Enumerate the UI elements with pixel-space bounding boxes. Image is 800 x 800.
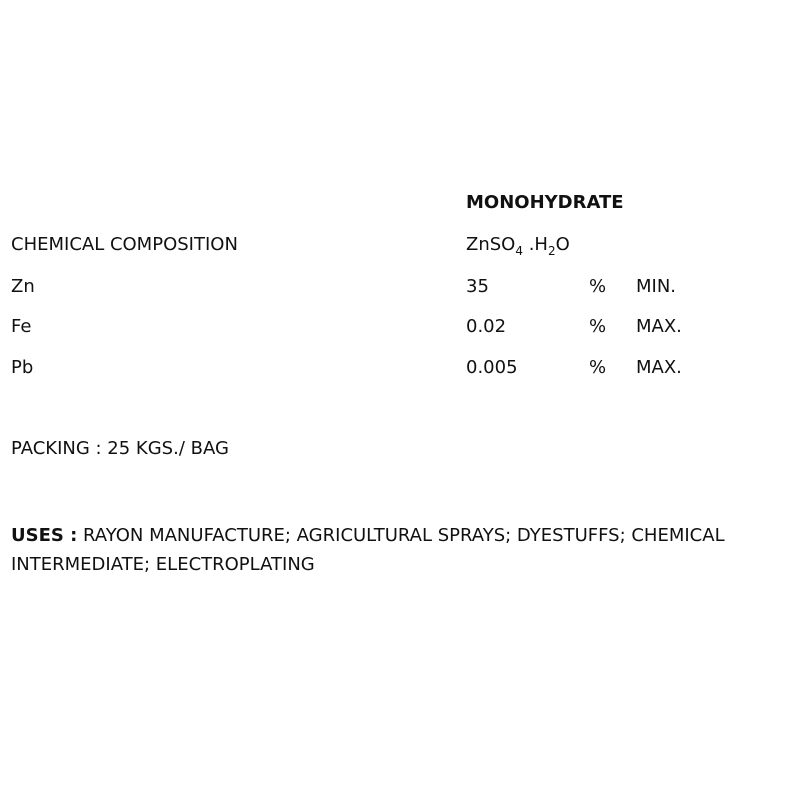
element-limit: MAX. [636,316,682,337]
uses-paragraph [11,521,796,579]
element-limit: MAX. [636,357,682,378]
element-limit: MIN. [636,276,677,297]
formula-part: .H [522,234,548,255]
uses-text: RAYON MANUFACTURE; AGRICULTURAL SPRAYS; DYESTUFFS; CHEMICAL INTERMEDIATE; ELECTROPLATING [11,525,725,575]
chemical-formula [466,234,570,258]
element-name: Pb [11,357,34,378]
element-name: Zn [11,276,35,297]
formula-part: ZnSO [466,234,516,255]
column-header: MONOHYDRATE [466,192,624,213]
composition-label: CHEMICAL COMPOSITION [11,234,238,255]
element-unit: % [589,276,607,297]
element-unit: % [589,316,607,337]
packing-info: PACKING : 25 KGS./ BAG [11,438,229,459]
element-value: 0.005 [466,357,518,378]
element-value: 35 [466,276,489,297]
element-value: 0.02 [466,316,507,337]
element-unit: % [589,357,607,378]
formula-subscript: 4 [515,244,523,258]
element-name: Fe [11,316,32,337]
formula-part: O [555,234,570,255]
uses-label: USES : [11,525,78,546]
formula-subscript: 2 [547,244,556,258]
